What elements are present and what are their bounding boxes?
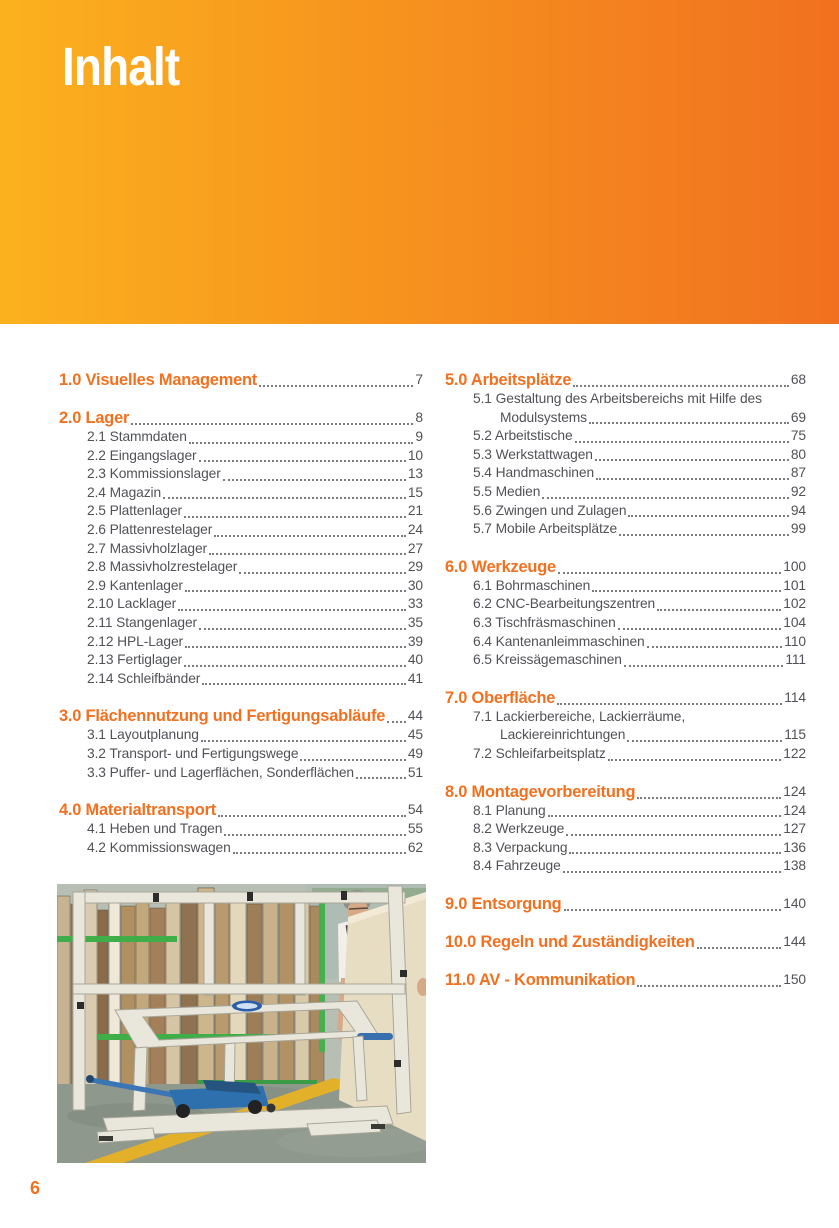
- toc-entry-label: 2.1 Stammdaten: [87, 429, 187, 444]
- toc-section-entry: [445, 894, 806, 914]
- toc-entry: [445, 502, 806, 521]
- toc-entry-page: 138: [783, 858, 806, 874]
- toc-section-entry: [445, 688, 806, 708]
- toc-leader-dots: [542, 497, 789, 499]
- toc-entry: [445, 839, 806, 858]
- toc-entry-page: 150: [783, 971, 806, 987]
- toc-entry-label: 7.0 Oberfläche: [445, 688, 556, 707]
- toc-entry-page: 136: [783, 839, 806, 855]
- toc-leader-dots: [657, 609, 781, 611]
- toc-entry-label: 5.0 Arbeitsplätze: [445, 371, 572, 389]
- toc-entry-page: 124: [783, 802, 806, 818]
- toc-leader-dots: [259, 385, 413, 387]
- toc-entry-label: 5.7 Mobile Arbeitsplätze: [473, 521, 618, 537]
- toc-entry: [445, 802, 806, 821]
- toc-entry-label: 5.2 Arbeitstische: [473, 428, 573, 444]
- toc-section-entry: [59, 706, 423, 726]
- toc-entry: [59, 839, 423, 858]
- toc-entry-label: Lackiereinrichtungen: [500, 727, 626, 743]
- toc-entry: [59, 484, 423, 503]
- toc-entry-page: 40: [407, 652, 423, 668]
- toc-entry-page: 7: [415, 372, 423, 387]
- toc-entry-page: 69: [790, 409, 806, 425]
- toc-leader-dots: [595, 459, 789, 461]
- toc-section-entry: [445, 932, 806, 952]
- toc-entry: [59, 447, 423, 466]
- toc-leader-dots: [628, 515, 788, 517]
- toc-entry: [445, 595, 806, 614]
- toc-entry-label: 2.4 Magazin: [87, 484, 162, 500]
- toc-leader-dots: [185, 646, 406, 648]
- toc-section: [445, 688, 806, 764]
- toc-entry-label: 2.7 Massivholzlager: [87, 540, 208, 556]
- toc-leader-dots: [619, 534, 789, 536]
- toc-section-entry: [445, 970, 806, 990]
- toc-entry-label: 3.2 Transport- und Fertigungswege: [87, 745, 299, 761]
- toc-leader-dots: [697, 947, 782, 949]
- toc-section-entry: [445, 782, 806, 802]
- toc-entry: [445, 577, 806, 596]
- toc-entry-label: 5.6 Zwingen und Zulagen: [473, 502, 627, 518]
- toc-entry-label: 5.3 Werkstattwagen: [473, 446, 593, 462]
- toc-entry-page: 100: [783, 558, 806, 574]
- toc-entry-label: Modulsystems: [500, 409, 587, 425]
- toc-leader-dots: [566, 834, 781, 836]
- workshop-photo-illustration: [57, 884, 426, 1163]
- toc-entry: [59, 764, 423, 783]
- toc-entry-page: 15: [407, 484, 423, 500]
- toc-entry-page: 21: [407, 503, 423, 519]
- toc-leader-dots: [564, 909, 782, 911]
- toc-entry-label: 2.3 Kommissionslager: [87, 466, 221, 482]
- toc-leader-dots: [178, 609, 406, 611]
- workshop-photo: [57, 884, 426, 1163]
- toc-entry-label: 6.1 Bohrmaschinen: [473, 577, 591, 593]
- toc-entry: [445, 708, 806, 727]
- toc-leader-dots: [184, 516, 406, 518]
- toc-entry-page: 101: [783, 577, 806, 593]
- toc-entry-label: 6.2 CNC-Bearbeitungszentren: [473, 596, 656, 612]
- toc-entry-label: 6.5 Kreissägemaschinen: [473, 652, 622, 668]
- toc-entry-label: 5.5 Medien: [473, 483, 541, 499]
- toc-entry-page: 115: [784, 727, 806, 743]
- toc-entry-page: 62: [407, 839, 423, 855]
- toc-entry-label: 4.0 Materialtransport: [59, 801, 217, 820]
- toc-entry: [445, 633, 806, 652]
- toc-entry-label: 9.0 Entsorgung: [445, 894, 562, 913]
- toc-leader-dots: [131, 423, 413, 425]
- toc-entry-page: 8: [415, 410, 423, 425]
- toc-entry-label: 2.10 Lacklager: [87, 596, 177, 612]
- toc-entry-label: 7.2 Schleifarbeitsplatz: [473, 745, 606, 761]
- toc-leader-dots: [627, 740, 782, 742]
- toc-leader-dots: [589, 422, 789, 424]
- toc-leader-dots: [189, 442, 414, 444]
- toc-entry-page: 55: [407, 821, 423, 837]
- toc-entry: [445, 483, 806, 502]
- toc-section-entry: [59, 800, 423, 820]
- toc-entry: [59, 745, 423, 764]
- toc-section-entry: [445, 557, 806, 577]
- toc-entry-label: 2.14 Schleifbänder: [87, 670, 201, 686]
- toc-entry-page: 13: [407, 466, 423, 482]
- toc-entry-label: 2.6 Plattenrestelager: [87, 521, 213, 537]
- toc-entry-page: 124: [783, 783, 806, 799]
- toc-entry: [445, 745, 806, 764]
- toc-entry-label: 8.1 Planung: [473, 802, 546, 818]
- toc-entry: [59, 502, 423, 521]
- toc-entry: [59, 614, 423, 633]
- toc-leader-dots: [596, 478, 789, 480]
- toc-entry-page: 51: [407, 764, 423, 780]
- toc-leader-dots: [557, 703, 782, 705]
- toc-entry-label: 2.8 Massivholzrestelager: [87, 559, 238, 575]
- toc-entry: [445, 651, 806, 670]
- toc-entry-page: 92: [790, 483, 806, 499]
- toc-entry: [59, 670, 423, 689]
- toc-section: [59, 706, 423, 782]
- toc-leader-dots: [573, 385, 789, 387]
- toc-entry-page: 122: [783, 745, 806, 761]
- toc-entry-label: 3.3 Puffer- und Lagerflächen, Sonderflächen: [87, 764, 354, 780]
- toc-entry-page: 110: [784, 633, 806, 649]
- toc-entry: [445, 446, 806, 465]
- toc-entry-label: 7.1 Lackierbereiche, Lackierräume,: [473, 708, 686, 724]
- toc-section: [445, 970, 806, 990]
- toc-entry-page: 68: [790, 372, 806, 387]
- toc-entry: [445, 390, 806, 409]
- toc-entry-page: 49: [407, 745, 423, 761]
- toc-leader-dots: [163, 497, 406, 499]
- toc-entry-label: 6.4 Kantenanleimmaschinen: [473, 633, 645, 649]
- toc-entry: [445, 857, 806, 876]
- page-title: Inhalt: [62, 37, 180, 97]
- toc-entry-label: 3.0 Flächennutzung und Fertigungsabläufe: [59, 707, 386, 726]
- toc-entry-label: 2.13 Fertiglager: [87, 652, 183, 668]
- toc-entry-label: 6.0 Werkzeuge: [445, 557, 556, 576]
- toc-leader-dots: [184, 665, 406, 667]
- toc-leader-dots: [214, 535, 406, 537]
- toc-entry-page: 33: [407, 596, 423, 612]
- toc-entry-page: 75: [790, 428, 806, 444]
- toc-entry-page: 35: [407, 614, 423, 630]
- toc-entry-page: 44: [407, 708, 423, 724]
- toc-leader-dots: [209, 553, 406, 555]
- toc-entry: [445, 614, 806, 633]
- toc-entry-page: 104: [783, 614, 806, 630]
- toc-entry-label: 3.1 Layoutplanung: [87, 727, 199, 743]
- toc-leader-dots: [185, 590, 406, 592]
- toc-leader-dots: [637, 985, 781, 987]
- toc-entry-label: 2.2 Eingangslager: [87, 447, 197, 463]
- toc-section: [445, 370, 806, 539]
- toc-entry-label: 1.0 Visuelles Management: [59, 371, 258, 389]
- toc-entry-page: 24: [407, 521, 423, 537]
- toc-entry-page: 99: [790, 521, 806, 537]
- toc-entry-page: 39: [407, 633, 423, 649]
- toc-leader-dots: [201, 740, 406, 742]
- toc-entry-label: 2.9 Kantenlager: [87, 577, 183, 593]
- toc-entry-page: 114: [784, 689, 806, 705]
- toc-leader-dots: [618, 628, 782, 630]
- toc-entry: [59, 726, 423, 745]
- toc-leader-dots: [569, 852, 781, 854]
- toc-entry-page: 140: [783, 895, 806, 911]
- toc-entry: [59, 651, 423, 670]
- toc-entry: [59, 633, 423, 652]
- toc-leader-dots: [558, 572, 781, 574]
- toc-entry: [59, 428, 423, 447]
- toc-entry: [59, 521, 423, 540]
- toc-entry-page: 87: [790, 465, 806, 481]
- toc-entry-page: 27: [407, 540, 423, 556]
- toc-entry-page: 41: [407, 670, 423, 686]
- toc-entry-page: 144: [783, 933, 806, 949]
- toc-leader-dots: [356, 777, 406, 779]
- toc-leader-dots: [575, 441, 789, 443]
- toc-entry: [59, 595, 423, 614]
- toc-entry-page: 45: [407, 727, 423, 743]
- toc-entry-label: 2.12 HPL-Lager: [87, 633, 184, 649]
- toc-leader-dots: [300, 759, 405, 761]
- toc-section-entry: [445, 370, 806, 390]
- toc-leader-dots: [202, 683, 406, 685]
- toc-entry: [445, 409, 806, 428]
- toc-leader-dots: [624, 665, 783, 667]
- toc-section: [59, 370, 423, 390]
- toc-column-left: [59, 370, 423, 875]
- toc-leader-dots: [608, 759, 782, 761]
- header-banner: [0, 0, 839, 324]
- toc-entry-label: 4.1 Heben und Tragen: [87, 821, 223, 837]
- toc-leader-dots: [592, 590, 781, 592]
- page-number: 6: [30, 1178, 41, 1198]
- toc-entry-label: 11.0 AV - Kommunikation: [445, 970, 636, 989]
- toc-leader-dots: [647, 646, 783, 648]
- toc-entry: [59, 558, 423, 577]
- toc-leader-dots: [218, 815, 406, 817]
- toc-entry-label: 5.1 Gestaltung des Arbeitsbereichs mit Hilfe des: [473, 391, 762, 406]
- toc-entry-page: 54: [407, 802, 423, 818]
- toc-section: [59, 800, 423, 857]
- toc-section: [445, 894, 806, 914]
- toc-section: [445, 782, 806, 876]
- toc-entry-page: 30: [407, 577, 423, 593]
- toc-leader-dots: [233, 852, 406, 854]
- toc-entry: [59, 465, 423, 484]
- toc-leader-dots: [637, 797, 781, 799]
- toc-leader-dots: [199, 460, 406, 462]
- toc-entry-label: 8.4 Fahrzeuge: [473, 858, 561, 874]
- toc-entry-label: 2.11 Stangenlager: [87, 614, 198, 630]
- toc-entry-page: 127: [783, 821, 806, 837]
- toc-leader-dots: [223, 479, 406, 481]
- toc-entry-page: 111: [785, 652, 806, 668]
- toc-leader-dots: [239, 572, 406, 574]
- toc-entry: [445, 820, 806, 839]
- toc-section: [445, 932, 806, 952]
- toc-entry: [59, 820, 423, 839]
- toc-entry: [445, 520, 806, 539]
- toc-entry-label: 2.0 Lager: [59, 409, 130, 427]
- toc-entry: [445, 726, 806, 745]
- toc-entry: [445, 464, 806, 483]
- toc-section: [445, 557, 806, 670]
- toc-entry-label: 2.5 Plattenlager: [87, 503, 183, 519]
- toc-entry-label: 8.0 Montagevorbereitung: [445, 782, 636, 801]
- toc-leader-dots: [199, 628, 406, 630]
- toc-entry-label: 10.0 Regeln und Zuständigkeiten: [445, 932, 695, 951]
- toc-entry-page: 80: [790, 446, 806, 462]
- toc-leader-dots: [387, 721, 406, 723]
- toc-entry-label: 6.3 Tischfräsmaschinen: [473, 614, 616, 630]
- toc-entry-page: 9: [415, 429, 423, 444]
- toc-entry-page: 102: [783, 596, 806, 612]
- toc-entry-label: 8.2 Werkzeuge: [473, 821, 565, 837]
- toc-entry-page: 10: [407, 447, 423, 463]
- toc-entry-label: 5.4 Handmaschinen: [473, 465, 595, 481]
- toc-entry: [59, 577, 423, 596]
- toc-entry-page: 29: [407, 559, 423, 575]
- toc-section: [59, 408, 423, 688]
- toc-leader-dots: [548, 815, 782, 817]
- toc-section-entry: [59, 408, 423, 428]
- toc-leader-dots: [563, 871, 782, 873]
- toc-section-entry: [59, 370, 423, 390]
- toc-entry: [445, 427, 806, 446]
- toc-entry-page: 94: [790, 502, 806, 518]
- toc-entry-label: 4.2 Kommissionswagen: [87, 839, 231, 855]
- toc-leader-dots: [224, 834, 406, 836]
- toc-entry-label: 8.3 Verpackung: [473, 839, 568, 855]
- toc-column-right: [445, 370, 806, 1008]
- toc-entry: [59, 540, 423, 559]
